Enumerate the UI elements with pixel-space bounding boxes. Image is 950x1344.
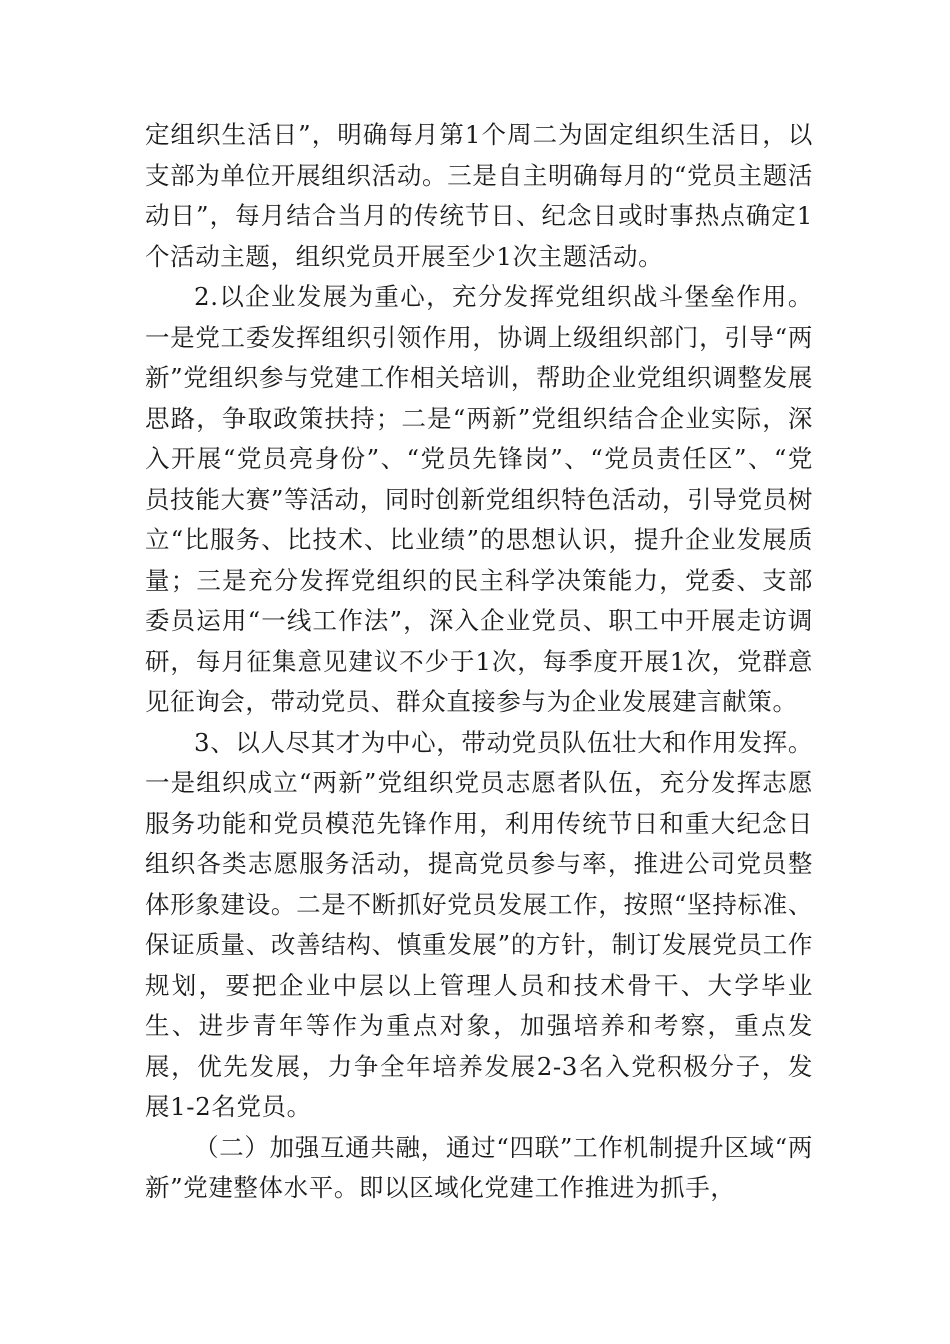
paragraph-section-2: 2.以企业发展为重心，充分发挥党组织战斗堡垒作用。一是党工委发挥组织引领作用，协调上级组织部门，引导“两新”党组织参与党建工作相关培训，帮助企业党组织调整发展思路，争取政策扶持；二是“两新”党组织结合企业实际，深入开展“党员亮身份”、“党员先锋岗”、“党员责任区”、“党员技能大赛”等活动，同时创新党组织特色活动，引导党员树立“比服务、比技术、比业绩”的思想认识，提升企业发展质量；三是充分发挥党组织的民主科学决策能力，党委、支部委员运用“一线工作法”，深入企业党员、职工中开展走访调研，每月征集意见建议不少于1次，每季度开展1次，党群意见征询会，带动党员、群众直接参与为企业发展建言献策。: [145, 282, 813, 716]
paragraph-continuation: 定组织生活日”，明确每月第1个周二为固定组织生活日，以支部为单位开展组织活动。三是自主明确每月的“党员主题活动日”，每月结合当月的传统节日、纪念日或时事热点确定1个活动主题，组织党员开展至少1次主题活动。: [145, 120, 813, 271]
paragraph-heading-two: （二）加强互通共融，通过“四联”工作机制提升区域“两新”党建整体水平。即以区域化党建工作推进为抓手，: [145, 1132, 813, 1202]
paragraph-section-3: 3、以人尽其才为中心，带动党员队伍壮大和作用发挥。一是组织成立“两新”党组织党员志愿者队伍，充分发挥志愿服务功能和党员模范先锋作用，利用传统节日和重大纪念日组织各类志愿服务活动，提高党员参与率，推进公司党员整体形象建设。二是不断抓好党员发展工作，按照“坚持标准、保证质量、改善结构、慎重发展”的方针，制订发展党员工作规划，要把企业中层以上管理人员和技术骨干、大学毕业生、进步青年等作为重点对象，加强培养和考察，重点发展，优先发展，力争全年培养发展2-3名入党积极分子，发展1-2名党员。: [145, 727, 813, 1121]
document-page: [145, 115, 813, 1209]
